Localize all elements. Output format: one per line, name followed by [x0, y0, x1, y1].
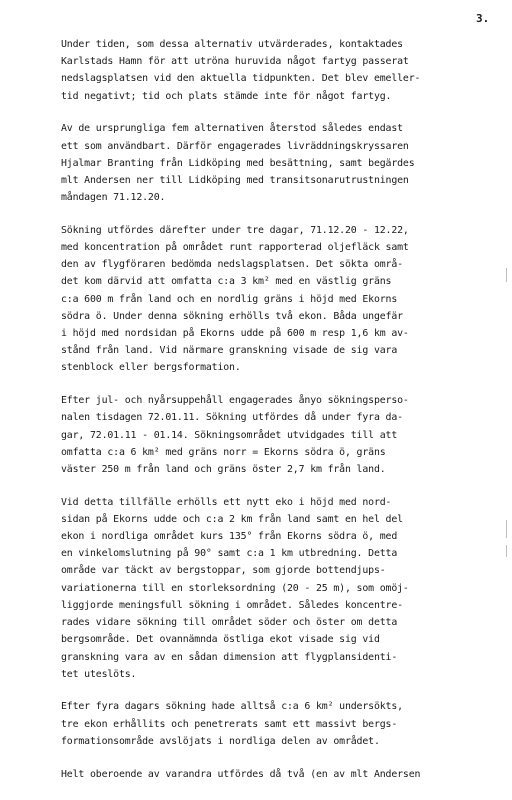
- scan-edge-mark: [506, 520, 507, 538]
- text-line: det kom därvid att omfatta c:a 3 km² med en västlig gräns: [61, 276, 392, 288]
- text-line: Helt oberoende av varandra utfördes då två (en av mlt Andersen: [61, 768, 421, 780]
- text-line: formationsområde avslöjats i nordliga delen av området.: [61, 735, 380, 747]
- text-line: sidan på Ekorns udde och c:a 2 km från land samt en hel del: [61, 513, 403, 525]
- text-line: omfatta c:a 6 km² med gräns norr = Ekorns södra ö, gräns: [61, 446, 386, 458]
- paragraph: [61, 36, 481, 105]
- paragraph: [61, 494, 481, 683]
- text-line: nedslagsplatsen vid den aktuella tidpunkten. Det blev emeller-: [61, 73, 421, 85]
- paragraph: [61, 222, 481, 377]
- text-line: område var täckt av bergstoppar, som gjorde bottendjups-: [61, 565, 386, 577]
- paragraph: [61, 392, 481, 478]
- text-line: ett som användbart. Därför engagerades livräddningskryssaren: [61, 140, 409, 152]
- text-line: c:a 600 m från land och en nordlig gräns i höjd med Ekorns: [61, 293, 398, 305]
- text-line: den av flygföraren bedömda nedslagsplatsen. Det sökta områ-: [61, 259, 403, 271]
- text-line: Hjalmar Branting från Lidköping med besättning, samt begärdes: [61, 157, 415, 169]
- document-body: [61, 36, 481, 783]
- paragraph: [61, 698, 481, 750]
- text-line: Vid detta tillfälle erhölls ett nytt eko i höjd med nord-: [61, 496, 392, 508]
- text-line: stenblock eller bergsformation.: [61, 362, 241, 374]
- scan-edge-mark: [506, 545, 507, 557]
- text-line: väster 250 m från land och gräns öster 2,7 km från land.: [61, 463, 386, 475]
- text-line: bergsområde. Det ovannämnda östliga ekot visade sig vid: [61, 634, 380, 646]
- text-line: tet uteslöts.: [61, 668, 137, 680]
- text-line: liggjorde meningsfull sökning i området. Således koncentre-: [61, 599, 403, 611]
- text-line: måndagen 71.12.20.: [61, 192, 166, 204]
- text-line: Efter fyra dagars sökning hade alltså c:a 6 km² undersökts,: [61, 701, 403, 713]
- text-line: tre ekon erhållits och penetrerats samt ett massivt bergs-: [61, 718, 398, 730]
- text-line: stånd från land. Vid närmare granskning visade de sig vara: [61, 345, 398, 357]
- page-number: 3.: [476, 12, 490, 25]
- paragraph: [61, 120, 481, 206]
- paragraph: [61, 766, 481, 783]
- text-line: Karlstads Hamn för att utröna huruvida något fartyg passerat: [61, 56, 409, 68]
- scan-edge-mark: [506, 268, 507, 282]
- text-line: mlt Andersen ner till Lidköping med transitsonarutrustningen: [61, 174, 409, 186]
- text-line: ekon i nordliga området kurs 135° från Ekorns södra ö, med: [61, 531, 398, 543]
- text-line: rades vidare sökning till området söder och öster om detta: [61, 617, 398, 629]
- text-line: granskning vara av en sådan dimension att flygplansidenti-: [61, 651, 398, 663]
- text-line: variationerna till en storleksordning (20 - 25 m), som omöj-: [61, 582, 409, 594]
- text-line: i höjd med nordsidan på Ekorns udde på 600 m resp 1,6 km av-: [61, 328, 409, 340]
- text-line: tid negativt; tid och plats stämde inte för något fartyg.: [61, 90, 392, 102]
- text-line: Sökning utfördes därefter under tre dagar, 71.12.20 - 12.22,: [61, 224, 409, 236]
- text-line: södra ö. Under denna sökning erhölls två ekon. Båda ungefär: [61, 310, 403, 322]
- text-line: Efter jul- och nyårsuppehåll engagerades ånyo sökningsperso-: [61, 395, 409, 407]
- text-line: Under tiden, som dessa alternativ utvärderades, kontaktades: [61, 39, 403, 50]
- text-line: nalen tisdagen 72.01.11. Sökning utfördes då under fyra da-: [61, 412, 403, 424]
- text-line: gar, 72.01.11 - 01.14. Sökningsområdet utvidgades till att: [61, 429, 398, 441]
- text-line: en vinkelomslutning på 90° samt c:a 1 km utbredning. Detta: [61, 548, 398, 560]
- text-line: Av de ursprungliga fem alternativen återstod således endast: [61, 123, 403, 135]
- text-line: med koncentration på området runt rapporterad oljefläck samt: [61, 242, 409, 254]
